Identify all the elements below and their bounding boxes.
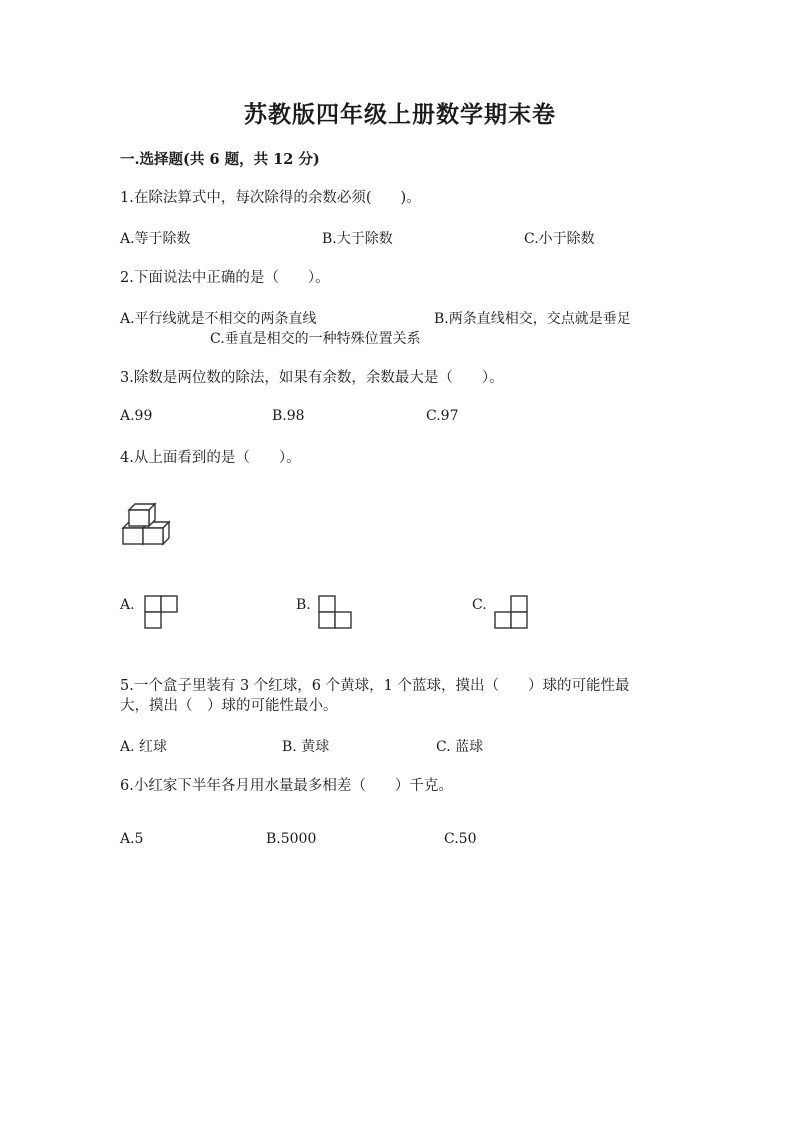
- question-2-stem: 2.下面说法中正确的是（ ）。: [120, 270, 330, 286]
- option-a-top-view-icon: [143, 594, 179, 630]
- question-2-option-a: A.平行线就是不相交的两条直线: [120, 311, 317, 327]
- question-1-option-a: A.等于除数: [120, 231, 191, 247]
- question-1-option-c: C.小于除数: [524, 231, 595, 247]
- question-2-option-c: C.垂直是相交的一种特殊位置关系: [210, 331, 421, 347]
- question-2-option-b: B.两条直线相交，交点就是垂足: [434, 311, 631, 327]
- question-1-option-b: B.大于除数: [322, 231, 393, 247]
- question-3-option-a: A.99: [120, 408, 153, 424]
- option-c-top-view-icon: [493, 594, 529, 630]
- question-6-stem: 6.小红家下半年各月用水量最多相差（ ）千克。: [120, 778, 453, 794]
- question-5-option-c: C. 蓝球: [436, 739, 484, 755]
- question-4-option-b: B.: [296, 597, 311, 613]
- question-6-option-b: B.5000: [266, 831, 317, 847]
- question-5-option-a: A. 红球: [120, 739, 168, 755]
- question-6-option-c: C.50: [444, 831, 477, 847]
- question-4-option-c: C.: [472, 597, 487, 613]
- question-5-option-b: B. 黄球: [282, 739, 330, 755]
- question-4-option-a: A.: [120, 597, 135, 613]
- question-3-option-c: C.97: [426, 408, 459, 424]
- question-5-stem-line1: 5.一个盒子里装有 3 个红球，6 个黄球，1 个蓝球，摸出（ ）球的可能性最: [120, 678, 630, 694]
- question-5-stem-line2: 大，摸出（ ）球的可能性最小。: [120, 698, 338, 714]
- question-1-stem: 1.在除法算式中，每次除得的余数必须( )。: [120, 190, 421, 206]
- option-b-top-view-icon: [317, 594, 353, 630]
- page-title: 苏教版四年级上册数学期末卷: [244, 101, 556, 128]
- cube-stack-figure: [118, 498, 182, 550]
- question-4-stem: 4.从上面看到的是（ ）。: [120, 450, 301, 466]
- question-3-stem: 3.除数是两位数的除法，如果有余数，余数最大是（ ）。: [120, 370, 504, 386]
- question-6-option-a: A.5: [120, 831, 144, 847]
- question-3-option-b: B.98: [272, 408, 305, 424]
- section-heading: 一.选择题(共 6 题，共 12 分): [120, 151, 320, 168]
